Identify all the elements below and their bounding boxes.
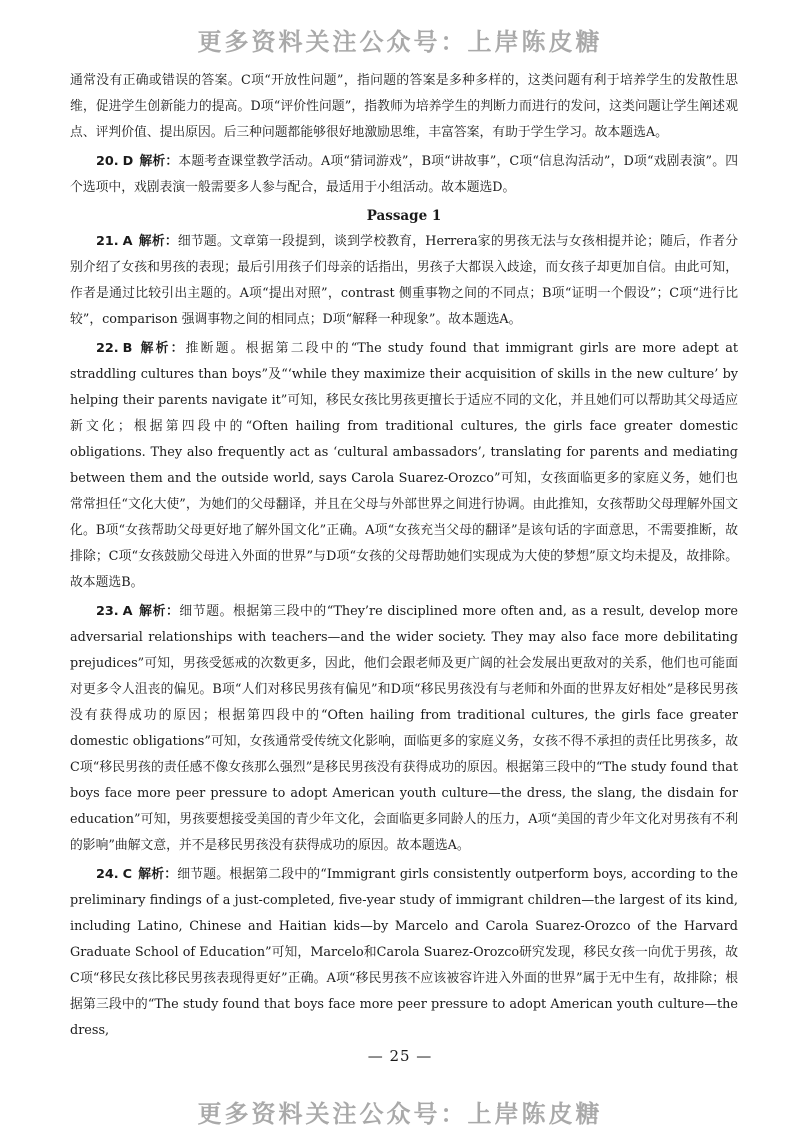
analysis-label: 解析： bbox=[138, 867, 178, 882]
question-explanation: 推断题。根据第二段中的“The study found that immigrant girls are more adept at straddling cultures than boys”及“‘while they maximize their acquisition of skills in the new culture’ by helping their parents navigate it”可知，移民女孩比男孩更擅长于适应不同的文化，并且她们可以帮助其父母适应新文化；根据第四段中的“Often hailing from traditional cultures, the girls face greater domestic obligations. They also frequently act as ‘cultural ambassadors’, translating for parents and mediating between them and the outside world, says Carola Suarez-Orozco”可知，女孩面临更多的家庭义务，她们也常常担任“文化大使”，为她们的父母翻译，并且在父母与外部世界之间进行协调。由此推知，女孩帮助父母理解外国文化。B项“女孩帮助父母更好地了解外国文化”正确。A项“女孩充当父母的翻译”是该句话的字面意思，不需要推断，故排除；C项“女孩鼓励父母进入外面的世界”与D项“女孩的父母帮助她们实现成为大使的梦想”原文均未提及，故排除。故本题选B。 bbox=[70, 341, 738, 590]
watermark-top: 更多资料关注公众号：上岸陈皮糖 bbox=[197, 28, 603, 56]
intro-paragraph: 通常没有正确或错误的答案。C项“开放性问题”，指问题的答案是多种多样的，这类问题有利于培养学生的发散性思维，促进学生创新能力的提高。D项“评价性问题”，指教师为培养学生的判断力而进行的发问，这类问题让学生阐述观点、评判价值、提出原因。后三种问题都能够很好地激励思维，丰富答案，有助于学生学习。故本题选A。 bbox=[70, 73, 738, 140]
question-number: 22. bbox=[96, 341, 119, 356]
question-20 bbox=[70, 149, 738, 201]
question-number: 24. bbox=[96, 867, 119, 882]
question-23 bbox=[70, 599, 738, 859]
analysis-label: 解析： bbox=[138, 341, 186, 356]
answer-letter: C bbox=[122, 867, 133, 882]
answer-letter: D bbox=[122, 154, 134, 169]
question-21 bbox=[70, 229, 738, 333]
answer-letter: B bbox=[122, 341, 133, 356]
page-number: — 25 — bbox=[367, 1047, 433, 1065]
answer-letter: A bbox=[122, 604, 133, 619]
passage-title: Passage 1 bbox=[366, 208, 442, 224]
question-number: 20. bbox=[96, 154, 119, 169]
analysis-label: 解析： bbox=[138, 234, 178, 249]
question-explanation: 细节题。根据第二段中的“Immigrant girls consistently outperform boys, according to the preliminary findings of a just-completed, five-year study of immigrant children—the largest of its kind, including Latino, Chinese and Haitian kids—by Marcelo and Carola Suarez-Orozco of the Harvard Graduate School of Education”可知，Marcelo和Carola Suarez-Orozco研究发现，移民女孩一向优于男孩，故C项“移民女孩比移民男孩表现得更好”正确。A项“移民男孩不应该被容许进入外面的世界”属于无中生有，故排除；根据第三段中的“The study found that boys face more peer pressure to adopt American youth culture—the dress, bbox=[70, 867, 739, 1038]
question-explanation: 本题考查课堂教学活动。A项“猜词游戏”，B项“讲故事”，C项“信息沟活动”，D项“戏剧表演”。四个选项中，戏剧表演一般需要多人参与配合，最适用于小组活动。故本题选D。 bbox=[70, 154, 739, 195]
analysis-label: 解析： bbox=[138, 604, 180, 619]
answer-letter: A bbox=[122, 234, 133, 249]
question-number: 23. bbox=[96, 604, 119, 619]
watermark-bottom: 更多资料关注公众号：上岸陈皮糖 bbox=[197, 1100, 603, 1128]
question-24 bbox=[70, 862, 738, 1044]
question-explanation: 细节题。根据第三段中的“They’re disciplined more often and, as a result, develop more adversarial relationships with teachers—and the wider society. They may also face more debilitating prejudices”可知，男孩受惩戒的次数更多，因此，他们会跟老师及更广阔的社会发展出更敌对的关系，他们也可能面对更多令人沮丧的偏见。B项“人们对移民男孩有偏见”和D项“移民男孩没有与老师和外面的世界友好相处”是移民男孩没有获得成功的原因；根据第四段中的“Often hailing from traditional cultures, the girls face greater domestic obligations”可知，女孩通常受传统文化影响，面临更多的家庭义务，女孩不得不承担的责任比男孩多，故C项“移民男孩的责任感不像女孩那么强烈”是移民男孩没有获得成功的原因。根据第三段中的“The study found that boys face more peer pressure to adopt American youth culture—the dress, the slang, the disdain for education”可知，男孩要想接受美国的青少年文化，会面临更多同龄人的压力，A项“美国的青少年文化对男孩有不利的影响”曲解文意，并不是移民男孩没有获得成功的原因。故本题选A。 bbox=[70, 604, 738, 853]
question-22 bbox=[70, 336, 738, 596]
analysis-label: 解析： bbox=[139, 154, 179, 169]
question-number: 21. bbox=[96, 234, 119, 249]
page-content bbox=[70, 68, 738, 1044]
question-explanation: 细节题。文章第一段提到，谈到学校教育，Herrera家的男孩无法与女孩相提并论；随后，作者分别介绍了女孩和男孩的表现；最后引用孩子们母亲的话指出，男孩子大都误入歧途，而女孩子却更加自信。由此可知，作者是通过比较引出主题的。A项“提出对照”，contrast 侧重事物之间的不同点；B项“证明一个假设”；C项“进行比较”，comparison 强调事物之间的相同点；D项“解释一种现象”。故本题选A。 bbox=[70, 234, 738, 327]
